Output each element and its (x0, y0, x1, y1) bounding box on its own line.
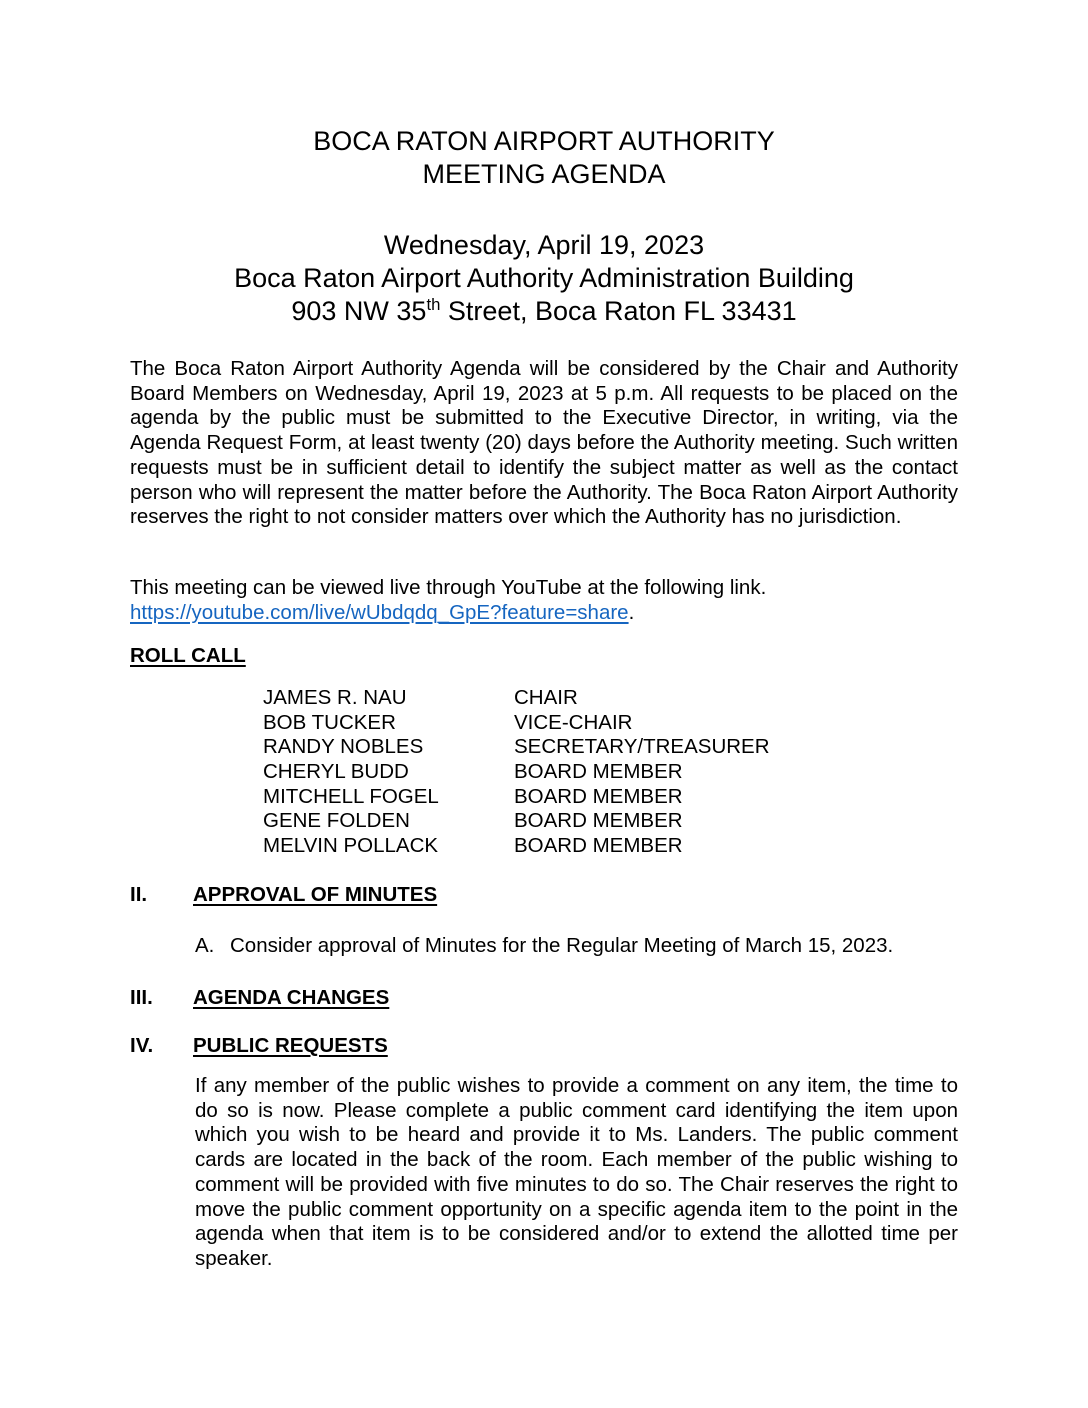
meeting-info-block (0, 229, 1088, 328)
youtube-link[interactable]: https://youtube.com/live/wUbdqdq_GpE?feature=share (130, 600, 629, 624)
member-name: JAMES R. NAU (263, 686, 407, 709)
roll-call-row (263, 711, 963, 736)
roll-call-list (263, 686, 963, 859)
roll-call-row (263, 809, 963, 834)
doc-type: MEETING AGENDA (422, 159, 666, 189)
section-heading: APPROVAL OF MINUTES (193, 883, 438, 906)
intro-paragraph: The Boca Raton Airport Authority Agenda will be considered by the Chair and Authority Board Members on Wednesday, April 19, 2023 at 5 p.m. All requests to be placed on the agenda by the public must be submitted to the Executive Director, in writing, via the Agenda Request Form, at least twenty (20) days before the Authority meeting. Such written requests must be in sufficient detail to identify the subject matter as well as the contact person who will represent the matter before the Authority. The Boca Raton Airport Authority reserves the right to not consider matters over which the Authority has no jurisdiction. (130, 357, 958, 529)
section-heading: PUBLIC REQUESTS (193, 1034, 388, 1057)
address-suffix: Street, Boca Raton FL 33431 (440, 296, 797, 326)
org-name: BOCA RATON AIRPORT AUTHORITY (313, 126, 775, 156)
youtube-lead-text: This meeting can be viewed live through YouTube at the following link. (130, 576, 767, 599)
item-label: A. (195, 934, 215, 957)
section-numeral: IV. (130, 1034, 154, 1057)
section-numeral: II. (130, 883, 148, 906)
public-requests-paragraph: If any member of the public wishes to provide a comment on any item, the time to do so is now. Please complete a public comment card identifying the item upon which you wish to be heard and provide it to Ms. Landers. The public comment cards are located in the back of the room. Each member of the public wishing to comment will be provided with five minutes to do so. The Chair reserves the right to move the public comment opportunity on a specific agenda item to the point in the agenda when that item is to be considered and/or to extend the allotted time per speaker. (195, 1074, 958, 1270)
youtube-notice (130, 576, 958, 625)
member-name: GENE FOLDEN (263, 809, 410, 833)
member-name: CHERYL BUDD (263, 760, 409, 784)
roll-call-row (263, 686, 963, 711)
youtube-link-period: . (628, 600, 635, 624)
member-name: MELVIN POLLACK (263, 834, 439, 858)
member-title: VICE-CHAIR (514, 710, 633, 734)
meeting-address (0, 295, 1088, 328)
roll-call-row (263, 735, 963, 760)
member-title: BOARD MEMBER (514, 834, 683, 858)
member-title: BOARD MEMBER (514, 809, 683, 833)
member-name: MITCHELL FOGEL (263, 784, 439, 808)
member-title: BOARD MEMBER (514, 760, 683, 784)
document-title-block (0, 125, 1088, 191)
section-heading: AGENDA CHANGES (193, 986, 390, 1009)
section-approval-of-minutes (130, 883, 437, 908)
member-name: RANDY NOBLES (263, 735, 424, 759)
member-title: BOARD MEMBER (514, 784, 683, 808)
roll-call-row (263, 834, 963, 859)
roll-call-row (263, 785, 963, 810)
section-numeral: III. (130, 986, 153, 1009)
youtube-link-line (130, 601, 958, 626)
address-prefix: 903 NW 35 (291, 296, 427, 326)
roll-call-heading: ROLL CALL (130, 644, 246, 667)
roll-call-row (263, 760, 963, 785)
address-ordinal: th (426, 295, 441, 314)
section-agenda-changes (130, 986, 389, 1011)
approval-item-a (195, 934, 958, 959)
section-public-requests (130, 1034, 388, 1059)
item-text: Consider approval of Minutes for the Regular Meeting of March 15, 2023. (230, 934, 894, 957)
meeting-venue: Boca Raton Airport Authority Administration Building (234, 263, 854, 293)
member-title: SECRETARY/TREASURER (514, 735, 770, 759)
member-name: BOB TUCKER (263, 710, 396, 734)
meeting-date: Wednesday, April 19, 2023 (383, 230, 705, 260)
member-title: CHAIR (514, 686, 578, 709)
